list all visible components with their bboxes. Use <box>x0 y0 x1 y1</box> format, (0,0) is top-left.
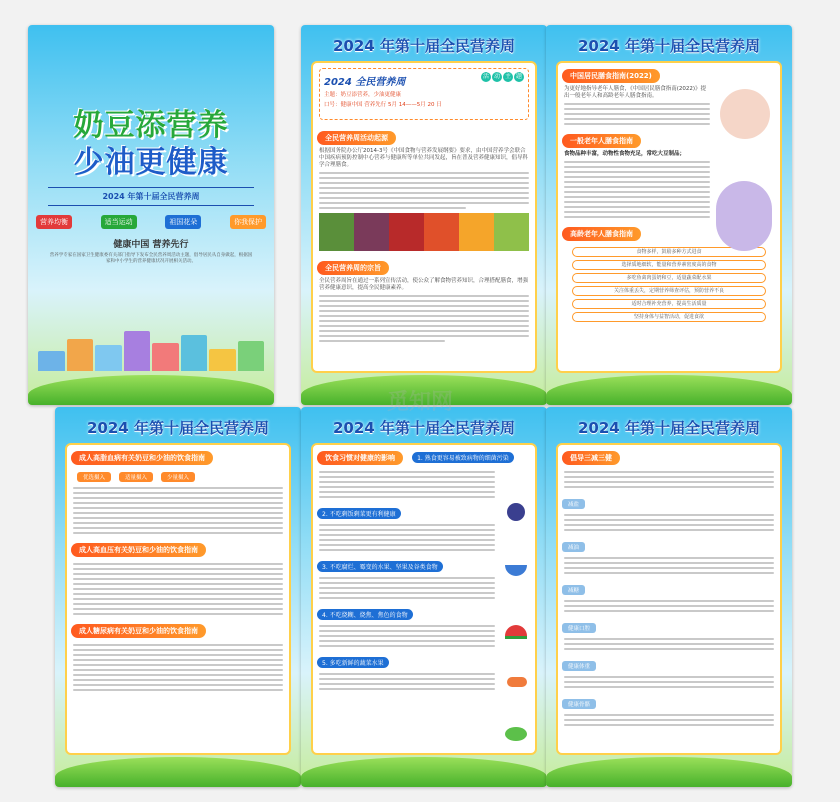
watermelon-icon <box>505 625 527 639</box>
habit-item: 5. 多吃新鲜的蔬菜水果 <box>317 657 389 668</box>
grass-decoration <box>55 757 301 787</box>
column-labels <box>73 468 283 484</box>
section-heading: 一般老年人膳食指南 <box>562 134 641 148</box>
text-lines <box>319 673 495 690</box>
badge-char: 题 <box>515 73 522 80</box>
col-label: 少量摄入 <box>161 472 195 482</box>
theme-badge <box>481 72 524 82</box>
poster-cover <box>28 25 274 405</box>
topic-tag: 减糖 <box>562 585 585 595</box>
text-lines <box>564 514 774 531</box>
elderly-exercise-illustration <box>716 181 772 251</box>
tag-0: 营养均衡 <box>36 215 72 229</box>
col-label: 优选摄入 <box>77 472 111 482</box>
cover-paragraph: 营养学专家在国家卫生健康委有关部门指导下发布全民营养周活动主题，倡导居民从自身做起，根据国家和中小学生的营养健康状况开展相关活动。 <box>49 253 253 264</box>
bacteria-icon <box>507 503 525 521</box>
poster-subtitle: 2024 年第十届全民营养周 <box>48 187 254 206</box>
text-lines <box>564 103 710 125</box>
city-illustration <box>38 327 264 371</box>
guideline-pill: 坚持身体与益智活动，促进食欲 <box>572 312 766 322</box>
text-lines <box>564 638 774 650</box>
text-lines <box>564 557 774 574</box>
poster-title-line2: 少油更健康 <box>73 145 229 180</box>
paragraph: 为更好地指导老年人膳食，《中国居民膳食指南(2022)》提出一般老年人和高龄老年人膳食指南。 <box>564 86 707 99</box>
poster-header: 2024 年第十届全民营养周 <box>87 419 269 437</box>
poster-disease-diet <box>55 407 301 787</box>
content-card <box>556 443 782 755</box>
badge-char: 活 <box>482 73 489 80</box>
paragraph: 全民营养周旨在通过一系列宣传活动，使公众了解食物营养知识，合理搭配膳食，增强营养健康意识，提高全民健康素养。 <box>319 278 529 291</box>
poster-activity <box>301 25 547 405</box>
salad-icon <box>505 727 527 741</box>
guideline-pill: 食物多样，鼓励多种方式进食 <box>572 247 766 257</box>
poster-elderly <box>546 25 792 405</box>
section-heading: 中国居民膳食指南(2022) <box>562 69 660 83</box>
poster-eating-habits <box>301 407 547 787</box>
text-lines <box>564 600 774 612</box>
guideline-pill: 适时合理补充营养，提高生活质量 <box>572 299 766 309</box>
section-heading: 倡导三减三健 <box>562 451 620 465</box>
shrimp-icon <box>507 677 527 687</box>
text-lines <box>73 487 283 534</box>
topic-tag: 健康口腔 <box>562 623 596 633</box>
content-card <box>311 61 537 373</box>
topic-tag: 减油 <box>562 542 585 552</box>
habit-item: 1. 熟食更容易被致病物的细菌污染 <box>412 452 514 463</box>
guideline-pill: 选择质地细软，能量和营养素密度高的食物 <box>572 260 766 270</box>
habit-item: 4. 不吃烧糊、烧焦、焦色的食物 <box>317 609 413 620</box>
text-lines <box>319 471 495 498</box>
text-lines <box>319 524 495 551</box>
watermark: 觅知网 <box>386 389 453 415</box>
badge-char: 主 <box>504 73 511 80</box>
text-lines <box>73 563 283 615</box>
tag-2: 祖国花朵 <box>165 215 201 229</box>
section-heading: 高龄老年人膳食指南 <box>562 227 641 241</box>
text-lines <box>319 577 495 599</box>
grass-decoration <box>301 757 547 787</box>
poster-header: 2024 年第十届全民营养周 <box>578 419 760 437</box>
section-heading: 全民营养周活动起源 <box>317 131 396 145</box>
rice-bowl-icon <box>505 565 527 576</box>
guideline-pill: 多吃鱼禽肉蛋奶和豆，适量蔬菜配水果 <box>572 273 766 283</box>
theme-box <box>319 68 529 120</box>
text-lines <box>564 714 774 726</box>
text-lines <box>73 644 283 691</box>
poster-header: 2024 年第十届全民营养周 <box>333 419 515 437</box>
poster-three-reductions <box>546 407 792 787</box>
text-lines <box>319 295 529 342</box>
topic-tag: 减盐 <box>562 499 585 509</box>
poster-header: 2024 年第十届全民营养周 <box>333 37 515 55</box>
section-heading: 全民营养周的宗旨 <box>317 261 389 275</box>
tag-row <box>36 215 266 229</box>
grass-decoration <box>546 757 792 787</box>
text-lines <box>564 471 774 488</box>
section-heading: 成人高脂血病有关奶豆和少油的饮食指南 <box>71 451 213 465</box>
col-label: 适量摄入 <box>119 472 153 482</box>
text-lines <box>319 625 495 647</box>
slogan: 健康中国 营养先行 <box>113 240 189 250</box>
doctor-illustration <box>720 89 770 139</box>
theme-line: 主题：奶豆添营养，少油更健康 <box>324 92 402 98</box>
section-heading: 成人高血压有关奶豆和少油的饮食指南 <box>71 543 206 557</box>
topic-tag: 健康骨骼 <box>562 699 596 709</box>
section-heading: 饮食习惯对健康的影响 <box>317 451 403 465</box>
habit-item: 2. 不吃剩饭剩菜更有利健康 <box>317 508 401 519</box>
tag-3: 你我保护 <box>230 215 266 229</box>
theme-title: 2024 全民营养周 <box>324 77 406 88</box>
text-lines <box>319 172 529 209</box>
habit-item: 3. 不吃腐烂、霉变的水果、坚果及谷类食物 <box>317 561 443 572</box>
slogan-line: 口号：健康中国 营养先行 5月 14——5月 20 日 <box>324 102 442 108</box>
content-card <box>65 443 291 755</box>
bold-line: 食物品种丰富，动物性食物充足，常吃大豆制品； <box>564 151 686 157</box>
text-lines <box>564 161 710 218</box>
section-heading: 成人糖尿病有关奶豆和少油的饮食指南 <box>71 624 206 638</box>
content-card <box>556 61 782 373</box>
poster-header: 2024 年第十届全民营养周 <box>578 37 760 55</box>
badge-char: 动 <box>493 73 500 80</box>
tag-1: 适当运动 <box>101 215 137 229</box>
paragraph: 根据国务院办公厅2014-3号《中国食物与营养发展纲要》要求，由中国营养学会联合中国疾病预防控制中心营养与健康所等单位共同发起，旨在普及营养健康知识，倡导科学合理膳食。 <box>319 148 529 168</box>
text-lines <box>564 676 774 688</box>
poster-title-line1: 奶豆添营养 <box>73 108 229 143</box>
content-card <box>311 443 537 755</box>
topic-tag: 健康体重 <box>562 661 596 671</box>
vegetable-photo-strip <box>319 213 529 251</box>
guideline-pill: 关注体重丢失，定期营养筛查评估，预防营养不良 <box>572 286 766 296</box>
